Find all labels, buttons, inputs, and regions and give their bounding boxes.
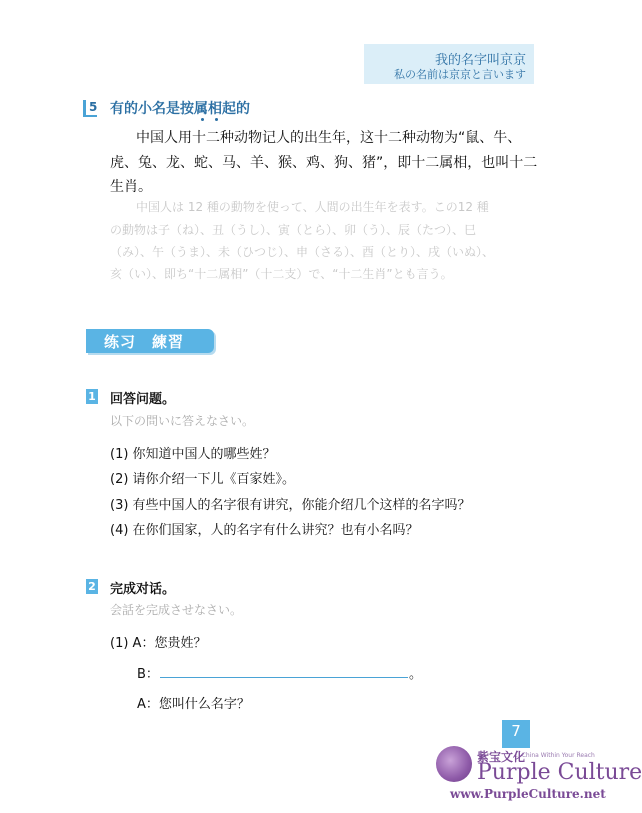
emphasis-dot [201, 118, 204, 121]
watermark-cn: 紫宝文化 [477, 750, 526, 764]
practice-banner-text: 练习 練習 [104, 333, 185, 351]
header-title-ja: 私の名前は京京と言います [394, 68, 526, 81]
watermark-name: Purple Culture [477, 760, 642, 785]
dialog-period: 。 [409, 667, 423, 682]
dialog-line: (1) A：您贵姓？ [110, 636, 207, 651]
exercise-title: 完成对话。 [110, 582, 176, 597]
section-number: 5 [89, 100, 98, 114]
question-item: (3) 有些中国人的名字很有讲究，你能介绍几个这样的名字吗？ [110, 498, 471, 513]
body-text-ja: 亥（い）、即ち“十二属相”（十二支）で、“十二生肖”とも言う。 [110, 267, 453, 281]
watermark-tagline: ...China Within Your Reach [516, 752, 595, 759]
body-text-ja: （み）、午（うま）、未（ひつじ）、申（さる）、酉（とり）、戌（いぬ）、 [110, 245, 495, 259]
watermark-url: www.PurpleCulture.net [450, 787, 606, 801]
body-text-ja: 中国人は 12 種の動物を使って、人間の出生年を表す。この12 種 [136, 200, 489, 214]
body-text-zh: 生肖。 [110, 179, 152, 195]
section-title: 有的小名是按属相起的 [110, 101, 250, 117]
purple-culture-logo-icon [436, 746, 472, 782]
emphasis-dot [215, 118, 218, 121]
body-text-zh: 中国人用十二种动物记人的出生年，这十二种动物为“鼠、牛、 [136, 130, 522, 146]
body-text-zh: 虎、兔、龙、蛇、马、羊、猴、鸡、狗、猪”，即十二属相，也叫十二 [110, 155, 538, 171]
exercise-number: 2 [86, 579, 98, 594]
dialog-line: A：您叫什么名字？ [137, 697, 250, 712]
exercise-number: 1 [86, 389, 98, 404]
exercise-subtitle: 会話を完成させなさい。 [110, 603, 243, 617]
question-item: (2) 请你介绍一下儿《百家姓》。 [110, 472, 296, 487]
header-title-zh: 我的名字叫京京 [434, 53, 526, 68]
body-text-ja: の動物は子（ね）、丑（うし）、寅（とら）、卯（う）、辰（たつ）、巳 [110, 223, 477, 237]
exercise-subtitle: 以下の問いに答えなさい。 [110, 414, 255, 428]
question-item: (4) 在你们国家，人的名字有什么讲究？也有小名吗？ [110, 523, 419, 538]
dialog-speaker-b: B： [137, 667, 159, 682]
page-number: 7 [511, 722, 521, 740]
question-item: (1) 你知道中国人的哪些姓？ [110, 447, 276, 462]
exercise-title: 回答问题。 [110, 392, 176, 407]
answer-blank[interactable] [160, 677, 408, 678]
